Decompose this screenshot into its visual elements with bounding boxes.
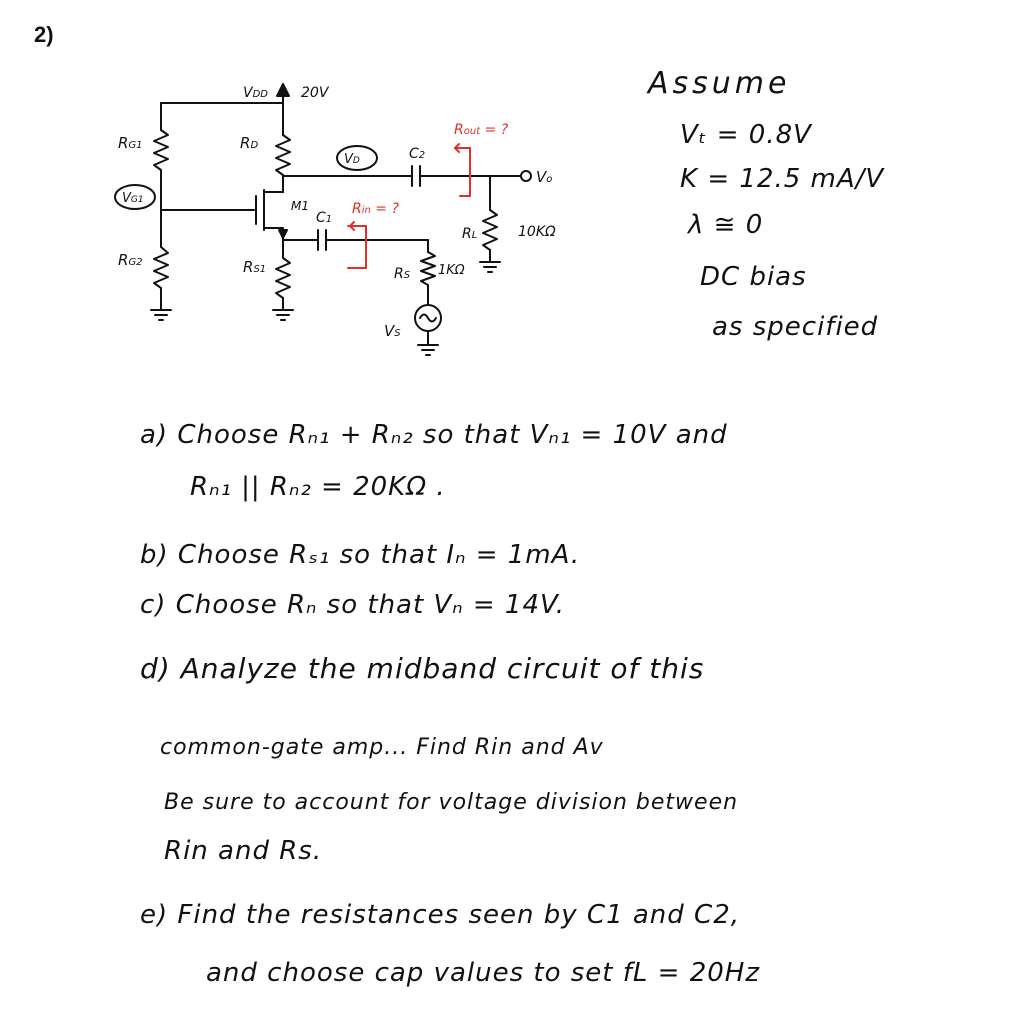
assume-dc-bias: DC bias: [700, 262, 807, 292]
assume-vt: Vₜ = 0.8V: [680, 120, 812, 150]
rin-bracket: [348, 226, 366, 268]
svg-text:VS: VS: [384, 322, 401, 340]
question-b: b) Choose Rₛ₁ so that Iₙ = 1mA.: [140, 540, 581, 570]
rs-value: 1KΩ: [438, 263, 465, 278]
problem-number: 2): [34, 22, 54, 47]
svg-text:RG2: RG2: [118, 251, 143, 269]
question-a-line2: Rₙ₁ || Rₙ₂ = 20KΩ .: [190, 472, 446, 502]
svg-text:C2: C2: [409, 146, 426, 162]
assume-k: K = 12.5 mA/V: [680, 164, 885, 194]
question-e-line2: and choose cap values to set fL = 20Hz: [206, 958, 761, 988]
rl-value: 10KΩ: [518, 224, 556, 240]
assume-as-specified: as specified: [712, 312, 879, 342]
svg-text:RS: RS: [394, 266, 411, 282]
vo-terminal: [521, 171, 531, 181]
rg1-resistor: [154, 130, 168, 170]
question-d-line4: Rin and Rs.: [164, 836, 323, 866]
question-c: c) Choose Rₙ so that Vₙ = 14V.: [140, 590, 566, 620]
vdd-arrow: [277, 84, 289, 96]
svg-text:VG1: VG1: [122, 191, 144, 206]
question-d-line2: common-gate amp... Find Rin and Av: [160, 735, 604, 760]
rl-resistor: [483, 210, 497, 250]
rout-label: Rout = ?: [454, 122, 509, 138]
svg-text:RD: RD: [240, 134, 259, 152]
m1-label: M1: [291, 199, 309, 213]
rout-bracket: [460, 148, 470, 196]
svg-text:RL: RL: [462, 226, 478, 242]
question-a-line1: a) Choose Rₙ₁ + Rₙ₂ so that Vₙ₁ = 10V and: [140, 420, 728, 450]
rs-resistor: [421, 252, 435, 285]
question-d-line3: Be sure to account for voltage division between: [164, 790, 739, 815]
svg-text:RG1: RG1: [118, 134, 143, 152]
svg-text:VD: VD: [344, 152, 360, 167]
rd-resistor: [276, 135, 290, 175]
question-d-line1: d) Analyze the midband circuit of this: [140, 652, 705, 685]
rs1-resistor: [276, 258, 290, 298]
svg-text:Vo: Vo: [536, 168, 553, 186]
vdd-value: 20V: [301, 85, 329, 101]
question-e-line1: e) Find the resistances seen by C1 and C2,: [140, 900, 741, 930]
svg-text:RS1: RS1: [243, 258, 267, 276]
rg2-resistor: [154, 247, 168, 288]
vdd-label: V: [243, 85, 253, 101]
vdd-rail: [161, 103, 283, 135]
assume-title: Assume: [648, 66, 791, 101]
rin-label: Rin = ?: [352, 201, 399, 217]
svg-text:C1: C1: [316, 210, 333, 226]
svg-text:VDD: VDD: [243, 85, 268, 101]
assume-lambda: λ ≅ 0: [688, 210, 764, 240]
